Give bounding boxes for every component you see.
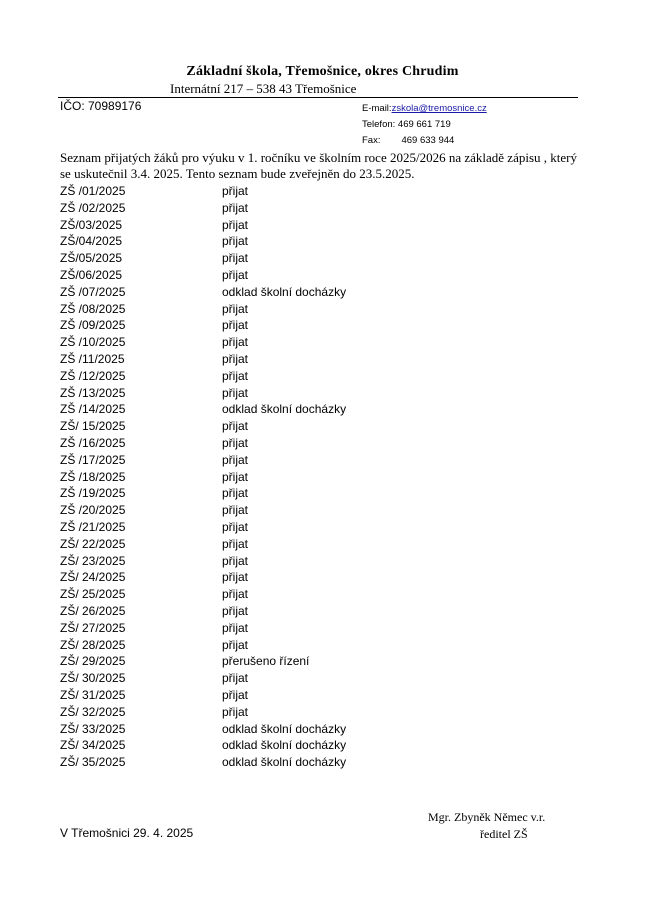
student-code: ZŠ/ 28/2025 [60, 637, 126, 652]
student-code: ZŠ/ 26/2025 [60, 603, 126, 618]
student-row [60, 469, 346, 486]
student-code: ZŠ/ 31/2025 [60, 687, 126, 702]
student-status: přijat [222, 351, 249, 366]
student-code: ZŠ /09/2025 [60, 318, 126, 333]
student-code: ZŠ /16/2025 [60, 435, 126, 450]
student-code: ZŠ/ 34/2025 [60, 738, 126, 753]
student-row [60, 452, 346, 469]
header-divider [58, 97, 578, 98]
contact-block [362, 101, 487, 149]
student-code: ZŠ/ 24/2025 [60, 570, 126, 585]
student-row [60, 385, 346, 402]
student-status: přijat [222, 671, 249, 686]
student-status: přijat [222, 200, 249, 215]
student-code: ZŠ /14/2025 [60, 402, 126, 417]
student-code: ZŠ /11/2025 [60, 351, 125, 366]
student-code: ZŠ /08/2025 [60, 301, 126, 316]
student-status: přijat [222, 452, 249, 467]
student-status: přijat [222, 637, 249, 652]
student-code: ZŠ /18/2025 [60, 469, 126, 484]
student-status: přijat [222, 335, 249, 350]
student-row [60, 502, 346, 519]
student-status: přijat [222, 234, 249, 249]
student-status: přijat [222, 267, 249, 282]
student-status: přijat [222, 385, 249, 400]
student-code: ZŠ/ 22/2025 [60, 536, 126, 551]
student-row [60, 250, 346, 267]
student-row [60, 721, 346, 738]
student-row [60, 317, 346, 334]
student-code: ZŠ /12/2025 [60, 368, 126, 383]
student-code: ZŠ/ 25/2025 [60, 587, 126, 602]
student-code: ZŠ /20/2025 [60, 503, 126, 518]
student-row [60, 704, 346, 721]
student-status: přijat [222, 217, 249, 232]
student-status: přijat [222, 704, 249, 719]
student-row [60, 653, 346, 670]
student-status: přijat [222, 184, 249, 198]
student-row [60, 569, 346, 586]
student-row [60, 401, 346, 418]
student-status: odklad školní docházky [222, 284, 347, 299]
school-name: Základní škola, Třemošnice, okres Chrudim [186, 64, 459, 79]
student-code: ZŠ/ 15/2025 [60, 419, 126, 434]
student-status: přijat [222, 687, 249, 702]
student-status: odklad školní docházky [222, 738, 347, 753]
student-code: ZŠ/ 35/2025 [60, 755, 126, 770]
student-status: přijat [222, 553, 249, 568]
student-status: přijat [222, 486, 249, 501]
student-row [60, 620, 346, 637]
student-status: odklad školní docházky [222, 721, 347, 736]
student-row [60, 368, 346, 385]
student-code: ZŠ /13/2025 [60, 385, 126, 400]
student-code: ZŠ/05/2025 [60, 251, 123, 266]
student-row [60, 603, 346, 620]
student-code: ZŠ /07/2025 [60, 284, 126, 299]
student-code: ZŠ/ 29/2025 [60, 654, 126, 669]
student-row [60, 519, 346, 536]
email-link[interactable]: zskola@tremosnice.cz [391, 103, 487, 114]
place-date: V Třemošnici 29. 4. 2025 [60, 826, 194, 840]
student-code: ZŠ/ 33/2025 [60, 721, 126, 736]
student-status: přijat [222, 301, 249, 316]
student-status: přijat [222, 536, 249, 551]
school-address: Internátní 217 – 538 43 Třemošnice [170, 81, 357, 96]
student-row [60, 418, 346, 435]
student-status: přijat [222, 419, 249, 434]
student-status: odklad školní docházky [222, 402, 347, 417]
student-row [60, 687, 346, 704]
student-list [60, 183, 346, 771]
student-code: ZŠ /17/2025 [60, 452, 126, 467]
student-row [60, 754, 346, 771]
student-code: ZŠ/ 27/2025 [60, 620, 126, 635]
student-status: přijat [222, 251, 249, 266]
student-code: ZŠ/06/2025 [60, 267, 123, 282]
student-status: přijat [222, 503, 249, 518]
intro-paragraph: Seznam přijatých žáků pro výuku v 1. ročníku ve školním roce 2025/2026 na základě zápisu , který se uskutečnil 3.4. 2025. Tento seznam bude zveřejněn do 23.5.2025. [60, 150, 577, 181]
student-status: přijat [222, 603, 249, 618]
fax-row [362, 133, 487, 149]
student-status: přijat [222, 570, 249, 585]
student-row [60, 217, 346, 234]
student-row [60, 670, 346, 687]
student-row [60, 553, 346, 570]
student-row [60, 284, 346, 301]
email-label: E-mail: [362, 103, 392, 114]
ico-number: IČO: 70989176 [60, 99, 142, 113]
student-status: odklad školní docházky [222, 755, 347, 770]
signatory-name: Mgr. Zbyněk Němec v.r. [428, 810, 546, 824]
student-row [60, 536, 346, 553]
student-row [60, 485, 346, 502]
student-code: ZŠ /19/2025 [60, 486, 126, 501]
student-row [60, 435, 346, 452]
student-row [60, 334, 346, 351]
student-status: přijat [222, 368, 249, 383]
student-status: přijat [222, 519, 249, 534]
student-status: přijat [222, 435, 249, 450]
student-row [60, 737, 346, 754]
student-code: ZŠ/04/2025 [60, 234, 123, 249]
student-row [60, 586, 346, 603]
phone-row: Telefon: 469 661 719 [362, 119, 451, 130]
student-row [60, 183, 346, 200]
fax-number: 469 633 944 [401, 135, 455, 146]
student-status: přijat [222, 318, 249, 333]
signature-block [428, 809, 545, 843]
student-status: přijat [222, 620, 249, 635]
student-status: přerušeno řízení [222, 654, 310, 669]
student-code: ZŠ /02/2025 [60, 200, 126, 215]
email-row [362, 101, 487, 117]
student-status: přijat [222, 469, 249, 484]
student-row [60, 267, 346, 284]
student-row [60, 233, 346, 250]
student-code: ZŠ/ 30/2025 [60, 671, 126, 686]
student-code: ZŠ /01/2025 [60, 184, 126, 198]
student-code: ZŠ/ 32/2025 [60, 704, 126, 719]
student-row [60, 637, 346, 654]
student-status: přijat [222, 587, 249, 602]
student-row [60, 301, 346, 318]
student-code: ZŠ /21/2025 [60, 519, 126, 534]
student-code: ZŠ /10/2025 [60, 335, 126, 350]
student-code: ZŠ/03/2025 [60, 217, 123, 232]
fax-label: Fax: [362, 135, 381, 146]
student-row [60, 351, 346, 368]
student-row [60, 200, 346, 217]
signatory-role: ředitel ZŠ [480, 827, 528, 841]
student-code: ZŠ/ 23/2025 [60, 553, 126, 568]
